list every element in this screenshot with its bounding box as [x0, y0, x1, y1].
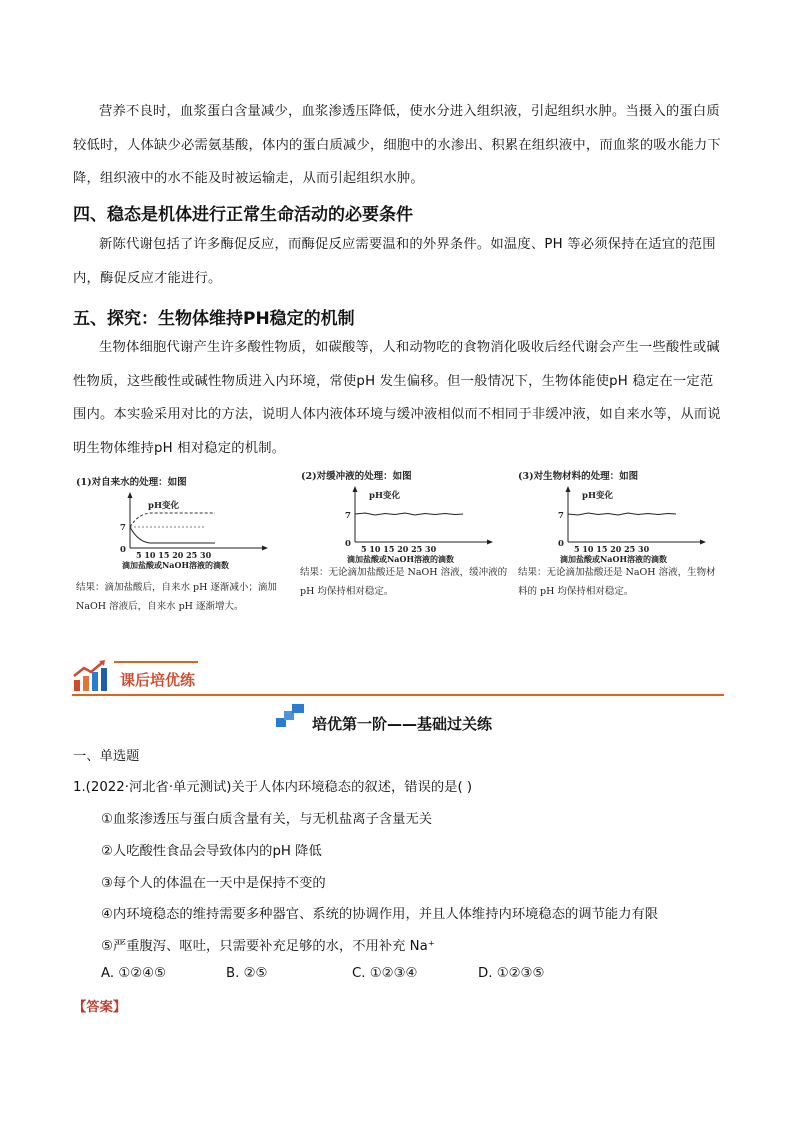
x-ticks: 5 10 15 20 25 30: [574, 544, 650, 554]
series-label: pH变化: [582, 491, 613, 501]
statement-3: ③每个人的体温在一天中是保持不变的: [101, 876, 326, 891]
x-axis-label: 滴加盐酸或NaOH溶液的滴数: [560, 554, 668, 564]
experiment-1-graph: [120, 490, 270, 572]
experiment-1-caption: (1)对自来水的处理：如图: [76, 477, 187, 488]
option-d: D. ①②③⑤: [478, 966, 545, 981]
section-5-heading: 五、探究：生物体维持PH稳定的机制: [73, 309, 355, 329]
origin-label: 0: [558, 539, 564, 549]
banner-top-rule: [114, 661, 198, 663]
option-b: B. ②⑤: [226, 966, 268, 981]
experiment-2-graph: [345, 484, 495, 566]
statement-4: ④内环境稳态的维持需要多种器官、系统的协调作用，并且人体维持内环境稳态的调节能力有限: [101, 907, 659, 922]
origin-label: 0: [120, 545, 126, 555]
steps-icon: [276, 702, 306, 728]
y-axis-arrow: [353, 486, 358, 492]
ph-trend-line: [355, 513, 463, 515]
experiment-3-result: 结果：无论滴加盐酸还是 NaOH 溶液，生物材料的 pH 均保持相对稳定。: [518, 567, 716, 597]
y-tick-7: 7: [558, 511, 564, 521]
statement-5: ⑤严重腹泻、呕吐，只需要补充足够的水，不用补充 Na⁺: [101, 939, 435, 954]
x-axis-arrow: [262, 546, 268, 551]
x-axis-label: 滴加盐酸或NaOH溶液的滴数: [122, 560, 230, 570]
series-label: pH变化: [148, 501, 179, 511]
option-c: C. ①②③④: [352, 966, 418, 981]
banner-bottom-rule: [72, 694, 724, 696]
y-tick-7: 7: [345, 511, 351, 521]
banner-title: 课后培优练: [120, 671, 196, 689]
experiment-1-result: 结果：滴加盐酸后，自来水 pH 逐渐减小；滴加NaOH 溶液后，自来水 pH 逐渐增大。: [76, 582, 277, 612]
section-4-paragraph: 新陈代谢包括了许多酶促反应，而酶促反应需要温和的外界条件。如温度、PH 等必须保持在适宜的范围内，酶促反应才能进行。: [73, 237, 716, 286]
naoh-curve: [130, 513, 215, 527]
x-ticks: 5 10 15 20 25 30: [136, 550, 212, 560]
answer-label: 【答案】: [73, 1000, 127, 1015]
ph-trend-line: [568, 513, 676, 515]
intro-paragraph: 营养不良时，血浆蛋白含量减少，血浆渗透压降低，使水分进入组织液，引起组织水肿。当摄入的蛋白质较低时，人体缺少必需氨基酸，体内的蛋白质减少，细胞中的水渗出、积累在组织液中，而血浆的吸水能力下降，组织液中的水不能及时被运输走，从而引起组织水肿。: [73, 104, 721, 186]
statement-1: ①血浆渗透压与蛋白质含量有关，与无机盐离子含量无关: [101, 812, 433, 827]
section-label-single-choice: 一、单选题: [73, 749, 140, 764]
experiment-3-caption: (3)对生物材料的处理：如图: [518, 471, 639, 482]
question-1: 1.(2022·河北省·单元测试)关于人体内环境稳态的叙述，错误的是( ): [73, 780, 473, 795]
y-tick-7: 7: [120, 523, 126, 533]
origin-label: 0: [345, 539, 351, 549]
hcl-curve: [130, 527, 215, 543]
experiment-2-caption: (2)对缓冲液的处理：如图: [301, 471, 412, 482]
y-axis-arrow: [128, 492, 133, 498]
experiment-3-graph: [558, 484, 708, 566]
x-axis-arrow: [700, 540, 706, 545]
statement-2: ②人吃酸性食品会导致体内的pH 降低: [101, 844, 322, 859]
experiment-2-result: 结果：无论滴加盐酸还是 NaOH 溶液，缓冲液的 pH 均保持相对稳定。: [300, 567, 508, 597]
x-axis-label: 滴加盐酸或NaOH溶液的滴数: [347, 554, 455, 564]
section-5-paragraph: 生物体细胞代谢产生许多酸性物质，如碳酸等，人和动物吃的食物消化吸收后经代谢会产生一些酸性或碱性物质，这些酸性或碱性物质进入内环境，常使pH 发生偏移。但一般情况下，生物体能使pH 稳定在一定范围内。本实验采用对比的方法，说明人体内液体环境与缓冲液相似而不相同于非缓冲液，如自来水等，从而说明生物体维持pH 相对稳定的机制。: [73, 340, 721, 456]
x-ticks: 5 10 15 20 25 30: [361, 544, 437, 554]
series-label: pH变化: [369, 491, 400, 501]
x-axis-arrow: [487, 540, 493, 545]
growth-chart-icon: [72, 660, 108, 692]
y-axis-arrow: [566, 486, 571, 492]
level-title: 培优第一阶——基础过关练: [312, 715, 493, 733]
section-4-heading: 四、稳态是机体进行正常生命活动的必要条件: [73, 205, 413, 225]
option-a: A. ①②④⑤: [101, 966, 166, 981]
